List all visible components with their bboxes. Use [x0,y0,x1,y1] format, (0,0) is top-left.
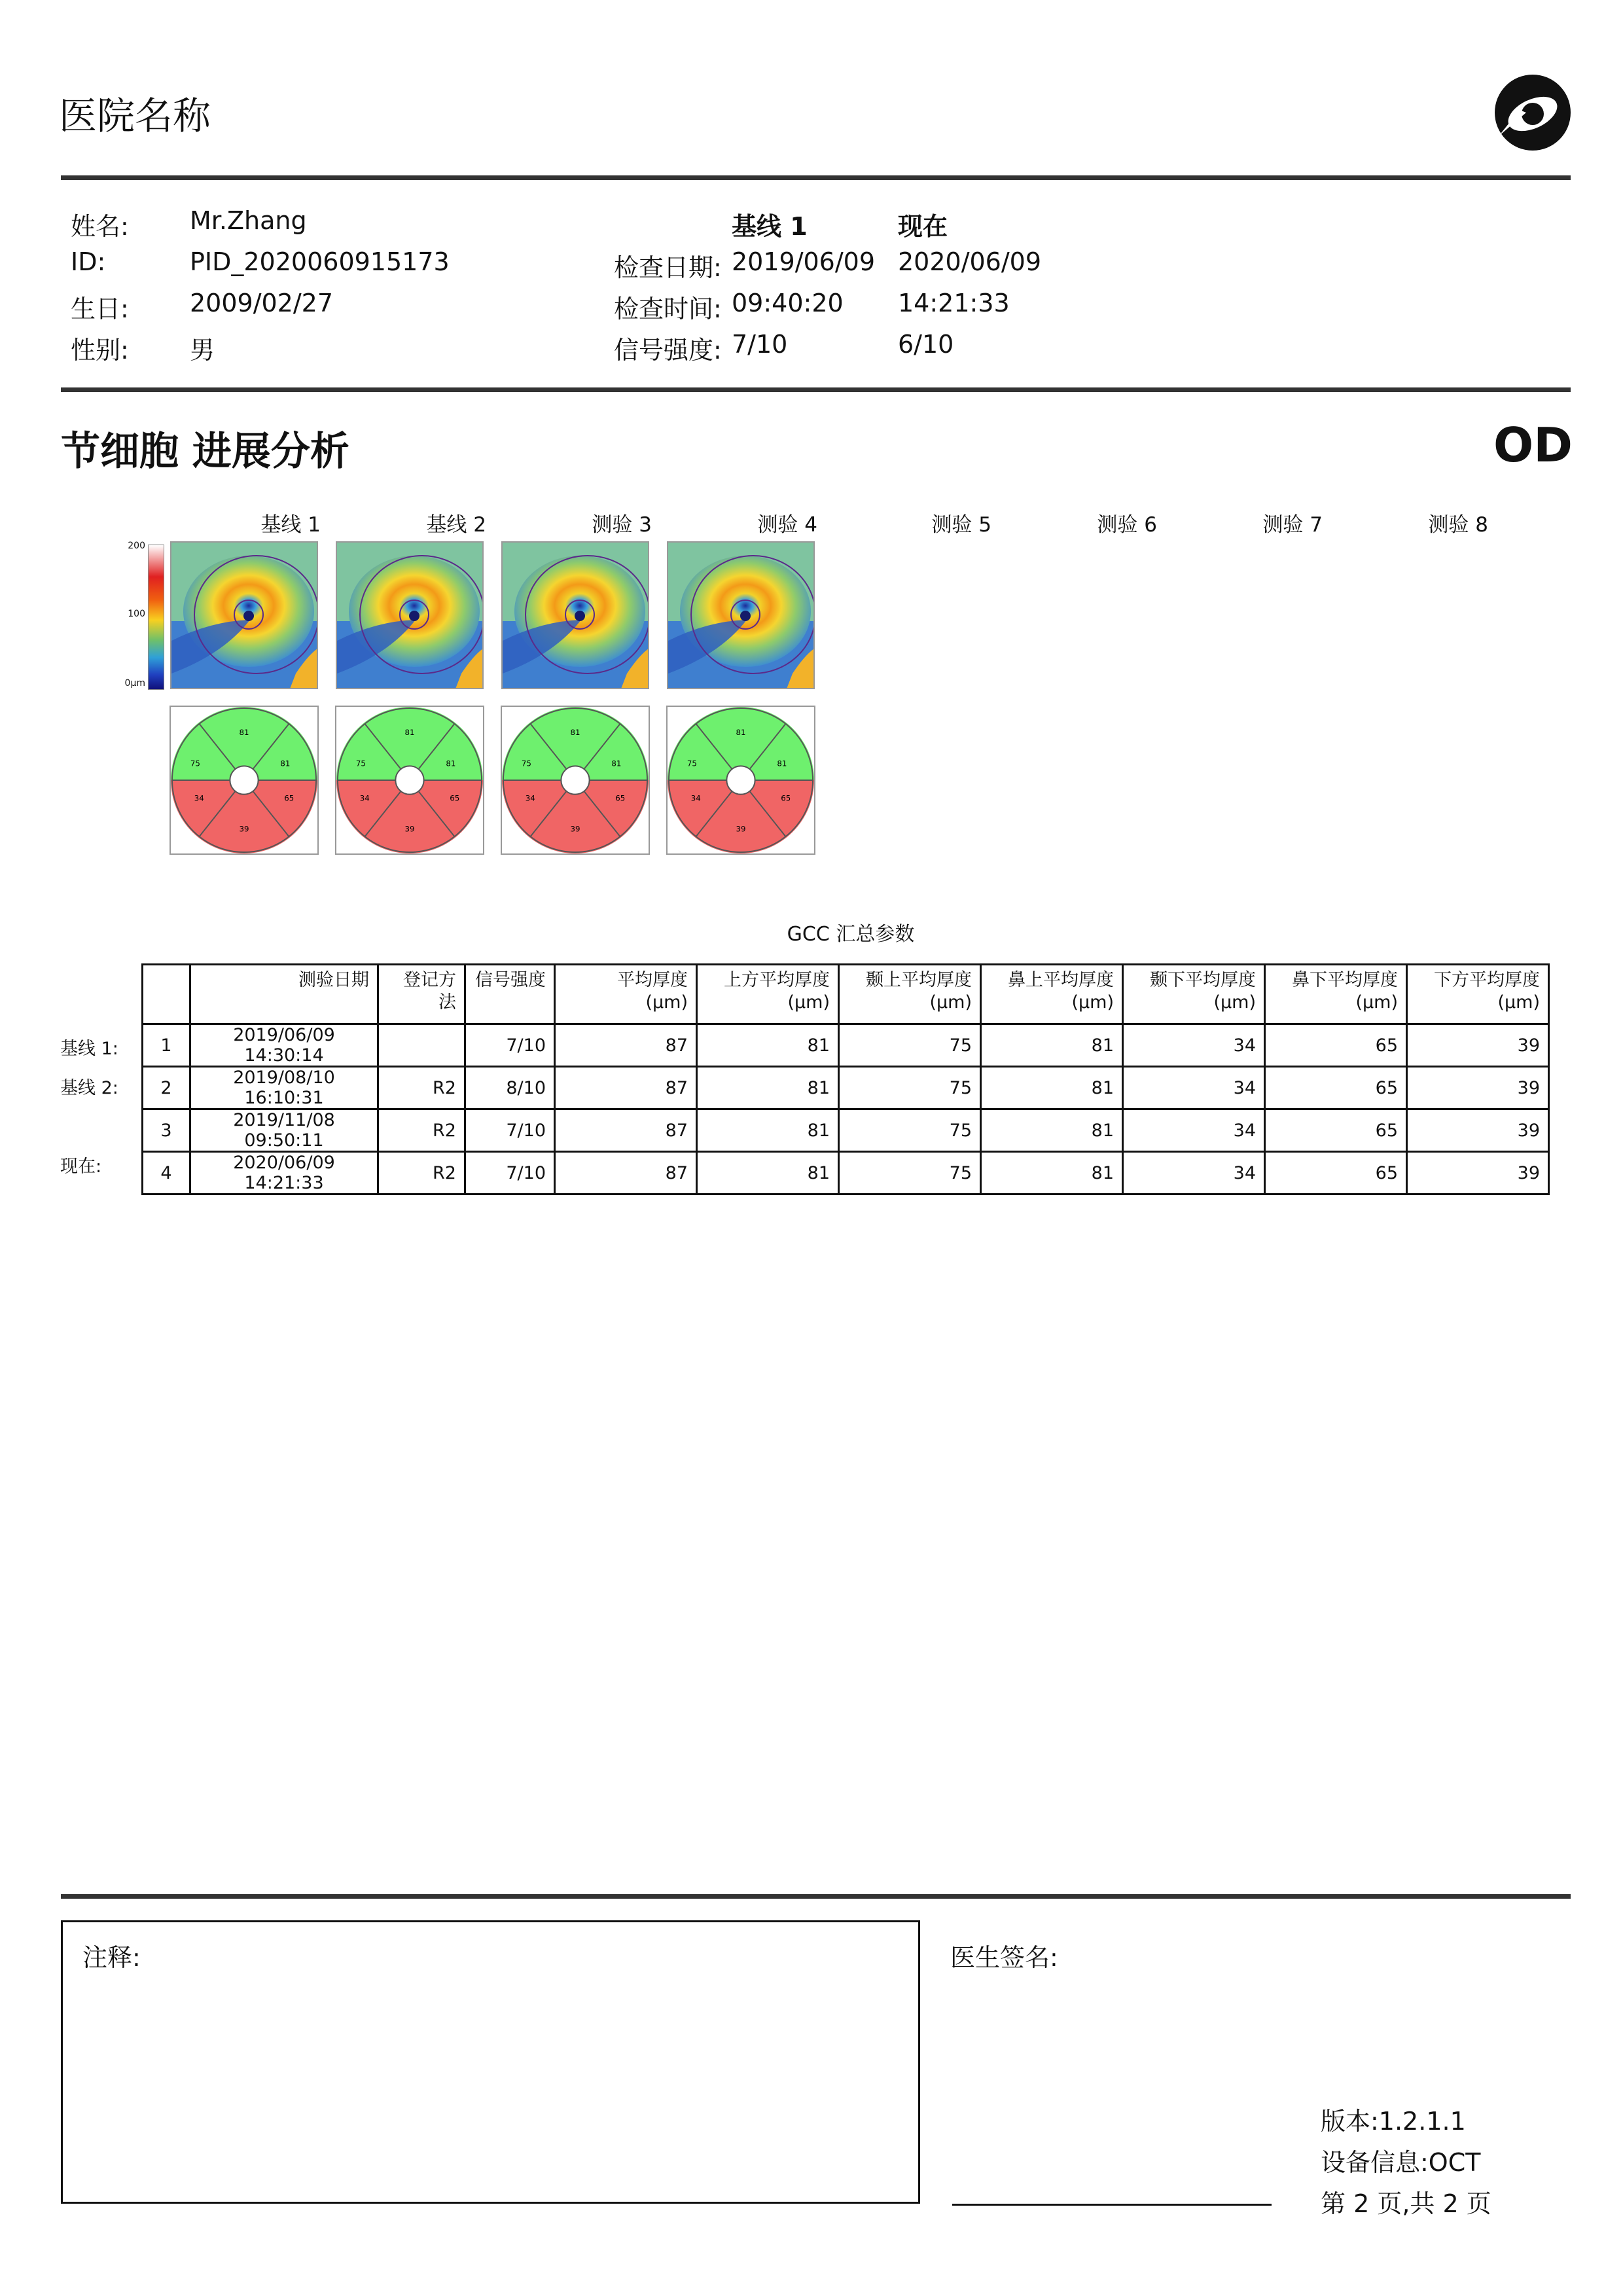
cell: 2020/06/09 14:21:33 [190,1152,378,1194]
scan-label: 基线 1 [260,513,321,537]
report-title: 节细胞 进展分析 [61,429,349,475]
cell: 65 [1265,1109,1407,1152]
cell: 39 [1407,1067,1549,1109]
cell: 81 [697,1109,839,1152]
gcc-summary-table [141,963,1550,1195]
signal-baseline: 7/10 [732,330,788,359]
cell: 39 [1407,1109,1549,1152]
exam-date-current: 2020/06/09 [898,247,1042,276]
col-header: 平均厚度 (μm) [555,965,697,1024]
current-header: 现在 [898,212,948,241]
sector-value: 39 [239,824,249,834]
info-rule [61,387,1571,392]
sector-value: 75 [687,759,697,768]
sector-value: 34 [525,793,535,803]
eye-logo-icon [1493,73,1572,152]
patient-name: Mr.Zhang [190,206,307,235]
page-number: 第 2 页,共 2 页 [1321,2189,1491,2218]
scan-label: 测验 3 [592,513,652,537]
sector-value: 65 [284,793,294,803]
thickness-map[interactable] [501,541,649,689]
sector-value: 81 [404,728,415,738]
col-header: 颞上平均厚度 (μm) [839,965,981,1024]
sector-value: 34 [690,793,701,803]
cell: 3 [143,1109,190,1152]
cell: 65 [1265,1152,1407,1194]
cell: 75 [839,1067,981,1109]
col-header: 上方平均厚度 (μm) [697,965,839,1024]
sector-value: 65 [615,793,626,803]
sector-value: 75 [521,759,531,768]
sector-value: 75 [355,759,366,768]
colorbar-label-max: 200 [128,541,145,551]
sector-value: 39 [570,824,580,834]
cell: 75 [839,1109,981,1152]
cell: 81 [981,1024,1123,1067]
name-label: 姓名: [71,212,129,241]
header-rule [61,175,1571,180]
exam-time-baseline: 09:40:20 [732,289,844,317]
signal-current: 6/10 [898,330,954,359]
cell: 75 [839,1152,981,1194]
notes-label: 注释: [82,1943,141,1972]
col-header: 鼻上平均厚度 (μm) [981,965,1123,1024]
row-label: 基线 2: [60,1078,118,1098]
sector-value: 34 [359,793,370,803]
gcc-table-title: GCC 汇总参数 [787,923,915,946]
cell: 81 [697,1067,839,1109]
cell: 65 [1265,1067,1407,1109]
scan-label: 测验 5 [931,513,991,537]
sector-value: 39 [736,824,746,834]
cell: 81 [981,1067,1123,1109]
cell: 39 [1407,1024,1549,1067]
cell: 75 [839,1024,981,1067]
table-row[interactable] [143,1024,1549,1067]
cell: 7/10 [465,1024,555,1067]
dob-label: 生日: [71,295,129,323]
cell: 2019/11/08 09:50:11 [190,1109,378,1152]
sex-label: 性别: [71,336,129,365]
col-header: 颞下平均厚度 (μm) [1123,965,1265,1024]
cell: 4 [143,1152,190,1194]
doctor-signature-label: 医生签名: [950,1943,1058,1972]
cell: 2019/08/10 16:10:31 [190,1067,378,1109]
sector-value: 81 [611,759,622,768]
cell: 81 [697,1152,839,1194]
footer-rule [61,1894,1571,1899]
sector-value: 81 [570,728,580,738]
sector-value: 81 [280,759,291,768]
exam-time-current: 14:21:33 [898,289,1010,317]
patient-dob: 2009/02/27 [190,289,334,317]
cell: 65 [1265,1024,1407,1067]
signal-label: 信号强度: [614,336,722,365]
cell: 2019/06/09 14:30:14 [190,1024,378,1067]
sector-chart[interactable] [501,706,650,855]
scan-label: 测验 6 [1097,513,1157,537]
scan-label: 测验 8 [1428,513,1488,537]
sector-value: 81 [239,728,249,738]
thickness-map[interactable] [170,541,318,689]
cell: 34 [1123,1067,1265,1109]
cell: 7/10 [465,1152,555,1194]
sector-value: 65 [781,793,791,803]
sector-value: 65 [450,793,460,803]
cell: 1 [143,1024,190,1067]
device-info: 设备信息:OCT [1321,2148,1481,2177]
col-header: 信号强度 [465,965,555,1024]
table-row[interactable] [143,1109,1549,1152]
colorbar-label-min: 0μm [124,678,145,689]
sector-value: 75 [190,759,200,768]
sector-chart[interactable] [666,706,815,855]
sector-value: 39 [404,824,415,834]
cell: 2 [143,1067,190,1109]
patient-id: PID_2020060915173 [190,247,450,276]
cell: 81 [697,1024,839,1067]
thickness-map[interactable] [667,541,815,689]
hospital-name: 医院名称 [59,94,211,138]
thickness-colorbar [148,545,164,690]
cell: 34 [1123,1109,1265,1152]
exam-date-label: 检查日期: [614,253,722,282]
baseline-header: 基线 1 [732,212,808,241]
sector-value: 81 [736,728,746,738]
sector-value: 81 [777,759,787,768]
cell: 7/10 [465,1109,555,1152]
cell: 34 [1123,1024,1265,1067]
cell: 81 [981,1152,1123,1194]
patient-sex: 男 [190,336,215,365]
col-header: 下方平均厚度 (μm) [1407,965,1549,1024]
exam-time-label: 检查时间: [614,295,722,323]
col-header: 鼻下平均厚度 (μm) [1265,965,1407,1024]
table-row[interactable] [143,1152,1549,1194]
colorbar-label-mid: 100 [128,609,145,619]
cell: 39 [1407,1152,1549,1194]
scan-label: 测验 7 [1262,513,1323,537]
scan-label: 基线 2 [426,513,486,537]
row-label: 基线 1: [60,1039,118,1059]
scan-label: 测验 4 [757,513,817,537]
thickness-map[interactable] [336,541,484,689]
notes-box[interactable] [61,1920,920,2204]
exam-date-baseline: 2019/06/09 [732,247,876,276]
cell: R2 [378,1109,465,1152]
signature-line[interactable] [952,2204,1272,2206]
eye-indicator: OD [1493,418,1573,473]
sector-value: 81 [446,759,456,768]
sector-chart[interactable] [169,706,319,855]
col-header [143,965,190,1024]
table-row[interactable] [143,1067,1549,1109]
cell: 87 [555,1152,697,1194]
cell: 87 [555,1024,697,1067]
cell: R2 [378,1152,465,1194]
version-info: 版本:1.2.1.1 [1321,2107,1466,2136]
cell: 34 [1123,1152,1265,1194]
cell [378,1024,465,1067]
cell: R2 [378,1067,465,1109]
cell: 87 [555,1067,697,1109]
cell: 81 [981,1109,1123,1152]
cell: 8/10 [465,1067,555,1109]
id-label: ID: [71,247,106,276]
col-header: 测验日期 [190,965,378,1024]
sector-chart[interactable] [335,706,484,855]
table-header-row [143,965,1549,1024]
sector-value: 34 [194,793,204,803]
cell: 87 [555,1109,697,1152]
row-label: 现在: [60,1157,102,1177]
col-header: 登记方法 [378,965,465,1024]
